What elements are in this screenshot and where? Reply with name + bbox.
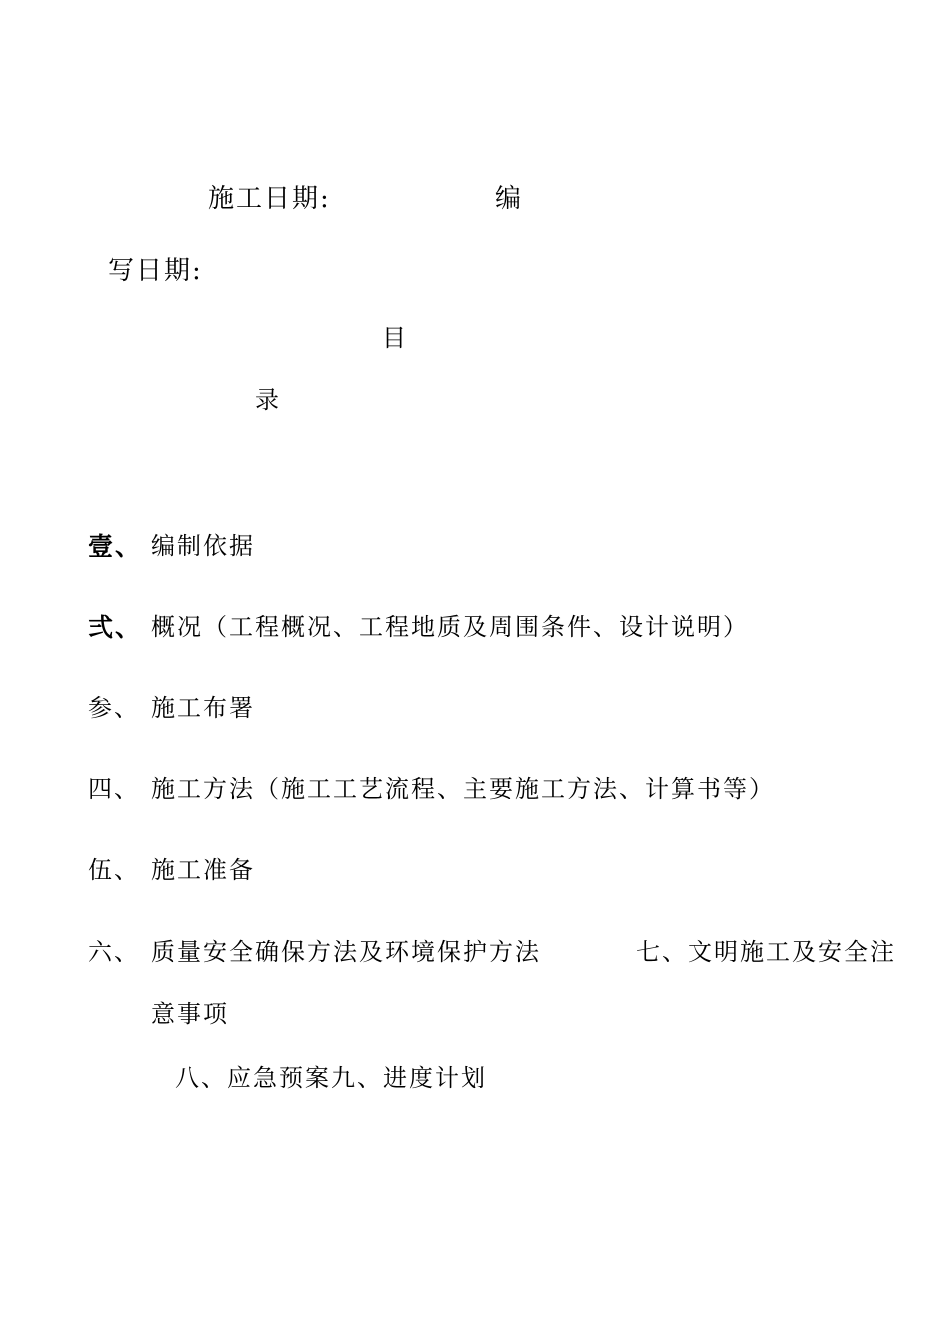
toc-title-char-1: 目	[382, 324, 408, 352]
toc-item-2-number: 弍、	[88, 613, 143, 642]
toc-item-1-number: 壹、	[88, 532, 143, 561]
toc-item-1-text: 编制依据	[151, 532, 255, 560]
compile-date-label: 写日期:	[108, 256, 203, 286]
toc-item-8-9: 八、应急预案九、进度计划	[175, 1064, 487, 1092]
toc-item-4-text: 施工方法（施工工艺流程、主要施工方法、计算书等）	[151, 775, 775, 803]
toc-title-char-2: 录	[255, 386, 281, 414]
toc-item-6-text: 质量安全确保方法及环境保护方法	[151, 938, 541, 966]
toc-item-3-number: 参、	[88, 694, 140, 722]
toc-item-5-number: 伍、	[88, 856, 140, 884]
toc-item-7-line-1: 七、文明施工及安全注	[636, 938, 896, 966]
toc-item-2-text: 概况（工程概况、工程地质及周围条件、设计说明）	[151, 613, 749, 641]
toc-item-5-text: 施工准备	[151, 856, 255, 884]
construction-date-label: 施工日期:	[208, 184, 331, 214]
compile-date-prefix: 编	[495, 184, 524, 214]
toc-item-3-text: 施工布署	[151, 694, 255, 722]
toc-item-6-number: 六、	[88, 938, 140, 966]
toc-item-4-number: 四、	[88, 775, 140, 803]
toc-item-7-line-2: 意事项	[151, 1000, 229, 1028]
